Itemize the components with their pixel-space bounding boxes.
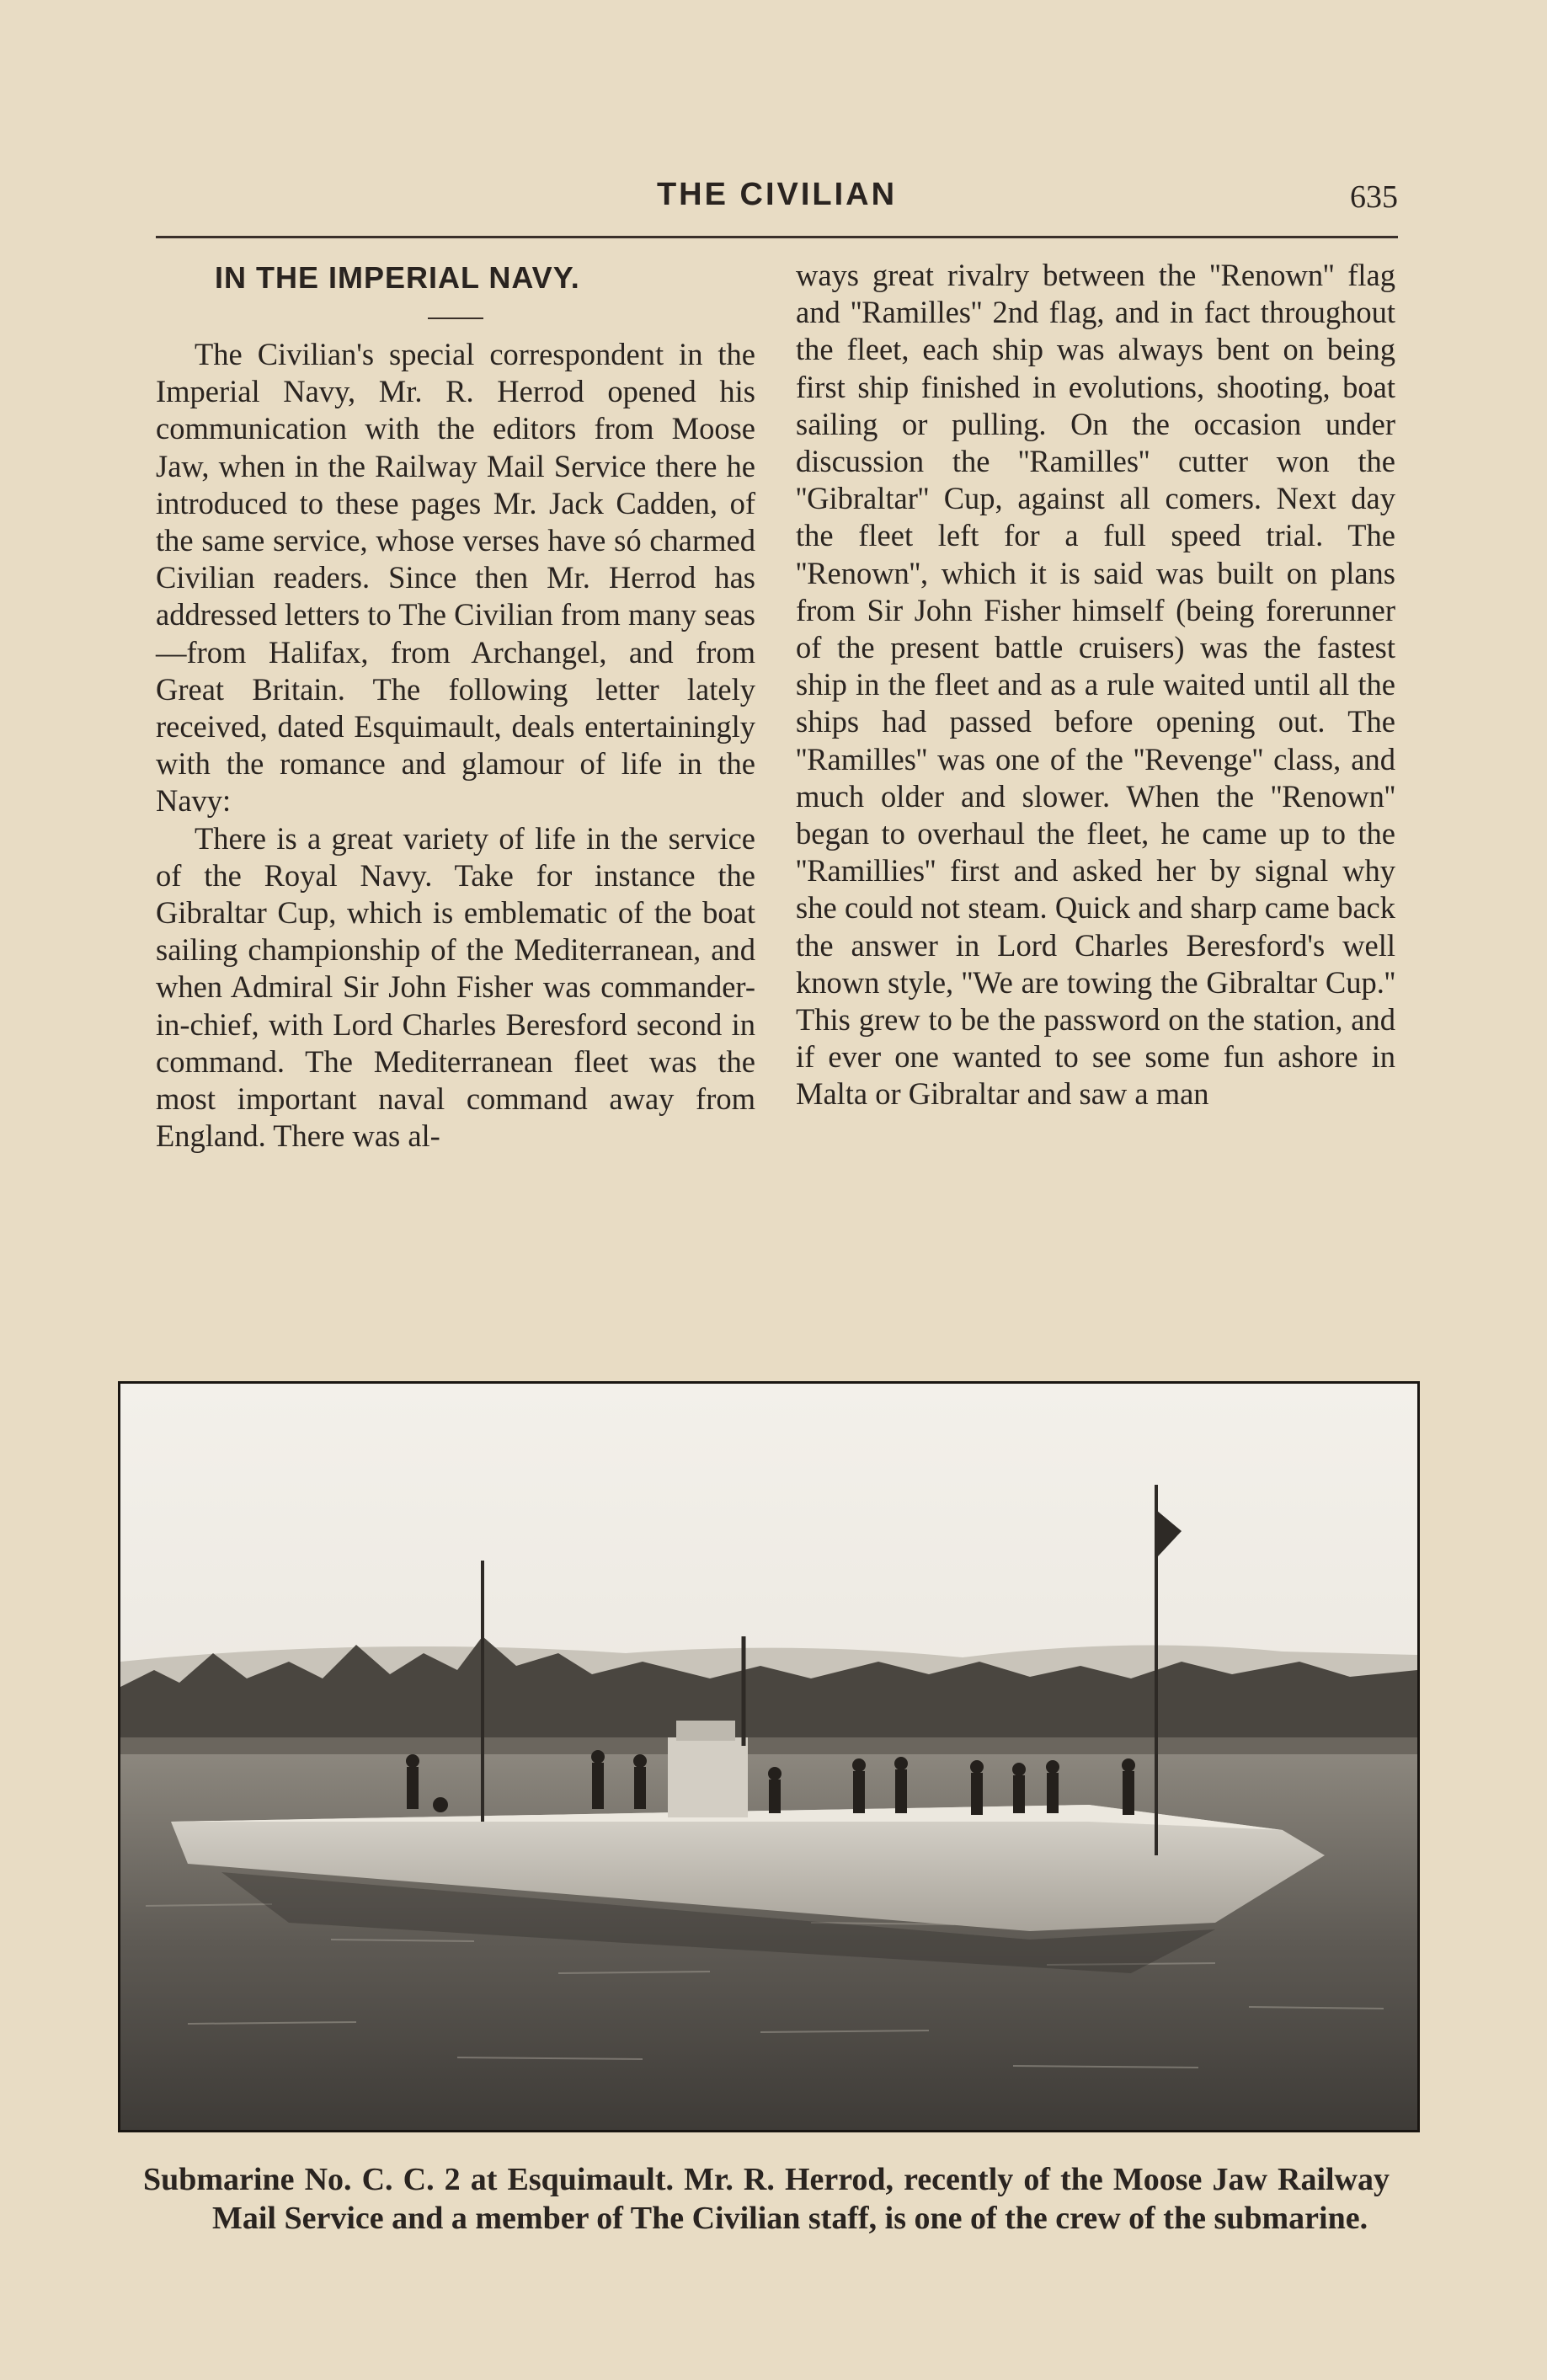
header-rule — [156, 236, 1398, 238]
article-title: IN THE IMPERIAL NAVY. — [215, 260, 580, 295]
submarine-photograph — [118, 1381, 1420, 2132]
page-header — [156, 177, 1398, 227]
intro-paragraph: The Civilian's special correspondent in the Imperial Navy, Mr. R. Herrod opened his communication with the editors from Moose Jaw, when in the Railway Mail Service there he introduced to these pages Mr. Jack Cadden, of the same service, whose verses have só charmed Civilian readers. Since then Mr. Herrod has addressed letters to The Civilian from many seas—from Halifax, from Archangel, and from Great Britain. The following letter lately received, dated Esquimault, deals entertainingly with the romance and glamour of life in the Navy: — [156, 337, 755, 819]
left-column — [156, 257, 755, 1155]
right-column — [796, 257, 1395, 1113]
continued-paragraph: ways great rivalry between the ''Renown'' flag and ''Ramilles'' 2nd flag, and in fact throughout the fleet, each ship was always bent on being first ship finished in evolutions, shooting, boat sailing or pulling. On the occasion under discussion the ''Ramilles'' cutter won the ''Gibraltar'' Cup, against all comers. Next day the fleet left for a full speed trial. The ''Renown'', which it is said was built on plans from Sir John Fisher himself (being forerunner of the present battle cruisers) was the fastest ship in the fleet and as a rule waited until all the ships had passed before opening out. The ''Ramilles'' was one of the ''Revenge'' class, and much older and slower. When the ''Renown'' began to overhaul the fleet, he came up to the ''Ramillies'' first and asked her by signal why she could not steam. Quick and sharp came back the answer in Lord Charles Beresford's well known style, ''We are towing the Gibraltar Cup.'' This grew to be the password on the station, and if ever one wanted to see some fun ashore in Malta or Gibraltar and saw a man — [796, 258, 1395, 1112]
letter-paragraph: There is a great variety of life in the service of the Royal Navy. Take for instance the Gibraltar Cup, which is emblematic of the boat sailing championship of the Mediterranean, and when Admiral Sir John Fisher was commander-in-chief, with Lord Charles Beresford second in command. The Mediterranean fleet was the most important naval command away from England. There was al- — [156, 820, 755, 1154]
title-divider — [428, 318, 483, 319]
publication-title: THE CIVILIAN — [656, 177, 898, 212]
submarine-photo-illustration — [120, 1384, 1417, 2130]
photo-caption — [143, 2160, 1390, 2238]
page-number: 635 — [1350, 179, 1398, 215]
caption-text: Submarine No. C. C. 2 at Esquimault. Mr. R. Herrod, recently of the Moose Jaw Railway Mail Service and a member of The Civilian staff, is one of the crew of the submarine. — [143, 2162, 1390, 2236]
